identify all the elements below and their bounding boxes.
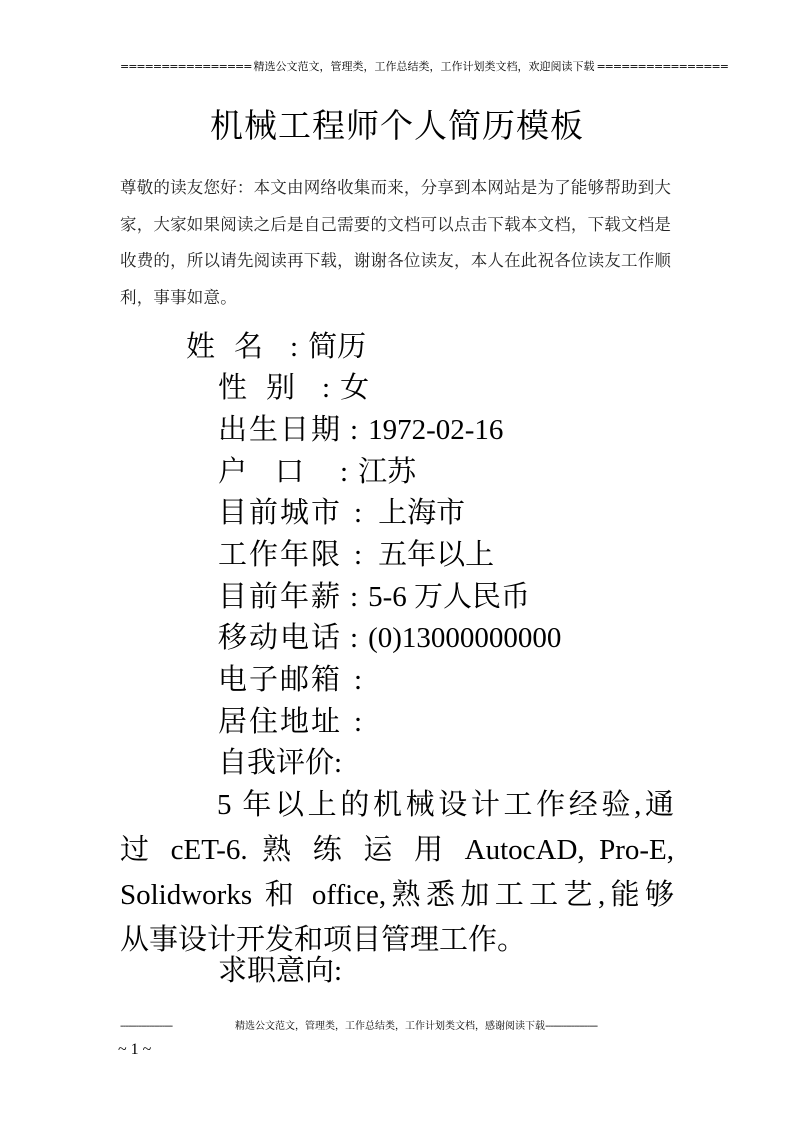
field-separator: :: [290, 331, 299, 363]
field-label: 电子邮箱: [218, 664, 343, 696]
footer-banner: [120, 1019, 660, 1035]
field-value: 简历: [308, 331, 367, 363]
field-separator: :: [354, 664, 363, 696]
field-label: 居住地址: [218, 706, 343, 738]
field-separator: :: [340, 456, 349, 488]
self-evaluation-line: 过 cET-6. 熟 练 运 用 AutocAD, Pro-E,: [120, 834, 674, 866]
field-gender: [218, 368, 369, 408]
field-address: [218, 702, 362, 742]
footer-banner-text: 精选公文范文，管理类，工作总结类，工作计划类文档，感谢阅读下载: [235, 1021, 545, 1032]
field-label: 户口: [218, 456, 333, 488]
header-fill-left: ================: [120, 60, 252, 73]
field-separator: :: [350, 622, 359, 654]
self-evaluation-line: 5 年以上的机械设计工作经验,通: [217, 789, 674, 821]
field-birthdate: [218, 410, 503, 450]
field-label: 目前年薪: [218, 581, 343, 613]
field-name: [186, 327, 366, 367]
footer-fill-left: --------------------: [120, 1021, 173, 1032]
field-separator: :: [354, 539, 363, 571]
field-value: 女: [340, 372, 370, 404]
field-value: 五年以上: [378, 539, 495, 571]
field-label: 工作年限: [218, 539, 343, 571]
field-hukou: [218, 452, 416, 492]
document-title: 机械工程师个人简历模板: [210, 109, 584, 145]
field-value: 5-6 万人民币: [368, 581, 530, 613]
field-value: 江苏: [358, 456, 417, 488]
field-value: 上海市: [378, 497, 466, 529]
field-value: (0)13000000000: [368, 622, 562, 654]
field-label: 移动电话: [218, 622, 343, 654]
header-banner-text: 精选公文范文，管理类，工作总结类，工作计划类文档，欢迎阅读下载: [253, 60, 595, 73]
field-current-city: [218, 493, 465, 533]
field-separator: :: [354, 706, 363, 738]
field-label: 出生日期: [218, 414, 343, 446]
field-label: 目前城市: [218, 497, 343, 529]
field-separator: :: [350, 581, 359, 613]
field-work-years: [218, 535, 494, 575]
field-mobile: [218, 618, 561, 658]
header-fill-right: ================: [596, 60, 728, 73]
field-label: 姓名: [186, 331, 283, 363]
self-evaluation-line: Solidworks 和 office,熟悉加工工艺,能够: [120, 879, 674, 911]
field-salary: [218, 577, 530, 617]
self-evaluation-line: 从事设计开发和项目管理工作。: [120, 924, 527, 956]
page-number: ~ 1 ~: [118, 1041, 152, 1058]
field-separator: :: [354, 497, 363, 529]
job-intent-heading: 求职意向:: [218, 955, 343, 987]
footer-fill-right: --------------------: [545, 1021, 598, 1032]
field-separator: :: [350, 414, 359, 446]
field-label: 性别: [218, 372, 315, 404]
field-email: [218, 660, 362, 700]
field-value: 1972-02-16: [368, 414, 504, 446]
intro-paragraph: 尊敬的读友您好：本文由网络收集而来，分享到本网站是为了能够帮助到大家，大家如果阅读之后是自己需要的文档可以点击下载本文档，下载文档是收费的，所以请先阅读再下载，谢谢各位读友，本人在此祝各位读友工作顺利，事事如意。: [120, 178, 672, 307]
self-evaluation-heading: 自我评价:: [218, 747, 343, 779]
field-separator: :: [322, 372, 331, 404]
self-evaluation-paragraph: [120, 783, 674, 963]
